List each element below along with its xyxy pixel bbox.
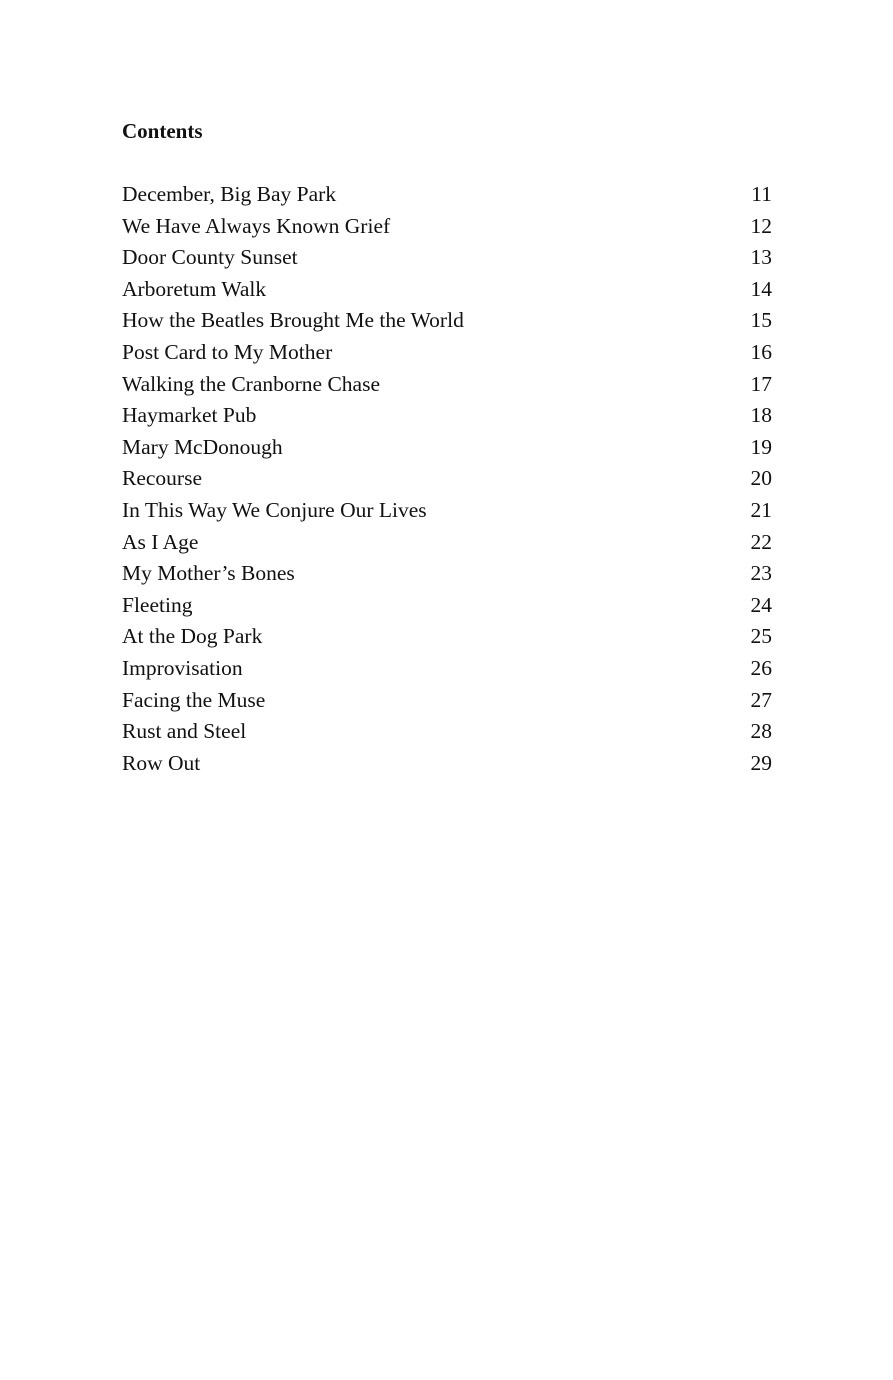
- toc-entry: [122, 400, 772, 432]
- toc-entry: [122, 621, 772, 653]
- toc-entry: [122, 685, 772, 717]
- toc-entry: [122, 748, 772, 780]
- toc-entry-title: Walking the Cranborne Chase: [122, 371, 380, 396]
- toc-entry-title: Facing the Muse: [122, 687, 266, 712]
- toc-entry-page-number: 16: [750, 339, 772, 364]
- toc-entry-page-number: 28: [750, 719, 772, 744]
- toc-entry-title: As I Age: [122, 529, 199, 554]
- toc-entry: [122, 274, 772, 306]
- toc-entry-page-number: 23: [750, 561, 772, 586]
- toc-entry: [122, 432, 772, 464]
- toc-entry: [122, 211, 772, 243]
- toc-entry-title: Mary McDonough: [122, 434, 283, 459]
- toc-entry-page-number: 15: [750, 308, 772, 333]
- toc-entry-title: Row Out: [122, 750, 201, 775]
- toc-entry-title: Haymarket Pub: [122, 403, 257, 428]
- toc-entry-page-number: 22: [750, 529, 772, 554]
- toc-entry-page-number: 24: [750, 592, 772, 617]
- toc-entry-page-number: 11: [751, 182, 772, 206]
- toc-entry-page-number: 26: [750, 655, 772, 680]
- toc-entry-title: Post Card to My Mother: [122, 339, 333, 364]
- toc-entry: [122, 179, 772, 211]
- toc-entry: [122, 558, 772, 590]
- toc-entry-title: In This Way We Conjure Our Lives: [122, 497, 427, 522]
- toc-entry-page-number: 27: [750, 687, 772, 712]
- toc-entry-title: Improvisation: [122, 655, 243, 680]
- toc-entry: [122, 495, 772, 527]
- toc-entry: [122, 369, 772, 401]
- toc-entry-page-number: 18: [750, 403, 772, 428]
- toc-entry-title: How the Beatles Brought Me the World: [122, 308, 464, 333]
- toc-entry-title: My Mother’s Bones: [122, 561, 295, 586]
- toc-entry-page-number: 12: [750, 213, 772, 238]
- toc-entry-page-number: 17: [750, 371, 772, 396]
- toc-entry: [122, 653, 772, 685]
- toc-entry: [122, 590, 772, 622]
- toc-entry-title: Rust and Steel: [122, 719, 247, 744]
- toc-entry: [122, 305, 772, 337]
- toc-entry: [122, 716, 772, 748]
- toc-entry-page-number: 21: [750, 497, 772, 522]
- toc-entry-title: Arboretum Walk: [122, 276, 267, 301]
- toc-entry-title: Recourse: [122, 466, 202, 491]
- toc-entry: [122, 527, 772, 559]
- toc-entry-page-number: 13: [750, 245, 772, 270]
- toc-entry-title: Fleeting: [122, 592, 193, 617]
- toc-entry-title: We Have Always Known Grief: [122, 213, 391, 238]
- contents-heading: Contents: [122, 119, 203, 143]
- toc-entry-page-number: 20: [750, 466, 772, 491]
- toc-entry-page-number: 25: [750, 624, 772, 649]
- toc-entry: [122, 337, 772, 369]
- toc-entry: [122, 242, 772, 274]
- toc-entry-title: December, Big Bay Park: [122, 182, 337, 206]
- toc-entry-page-number: 29: [750, 750, 772, 775]
- table-of-contents: [122, 179, 772, 779]
- toc-entry-title: Door County Sunset: [122, 245, 298, 270]
- toc-entry-page-number: 19: [750, 434, 772, 459]
- toc-entry: [122, 463, 772, 495]
- toc-entry-title: At the Dog Park: [122, 624, 263, 649]
- toc-entry-page-number: 14: [750, 276, 772, 301]
